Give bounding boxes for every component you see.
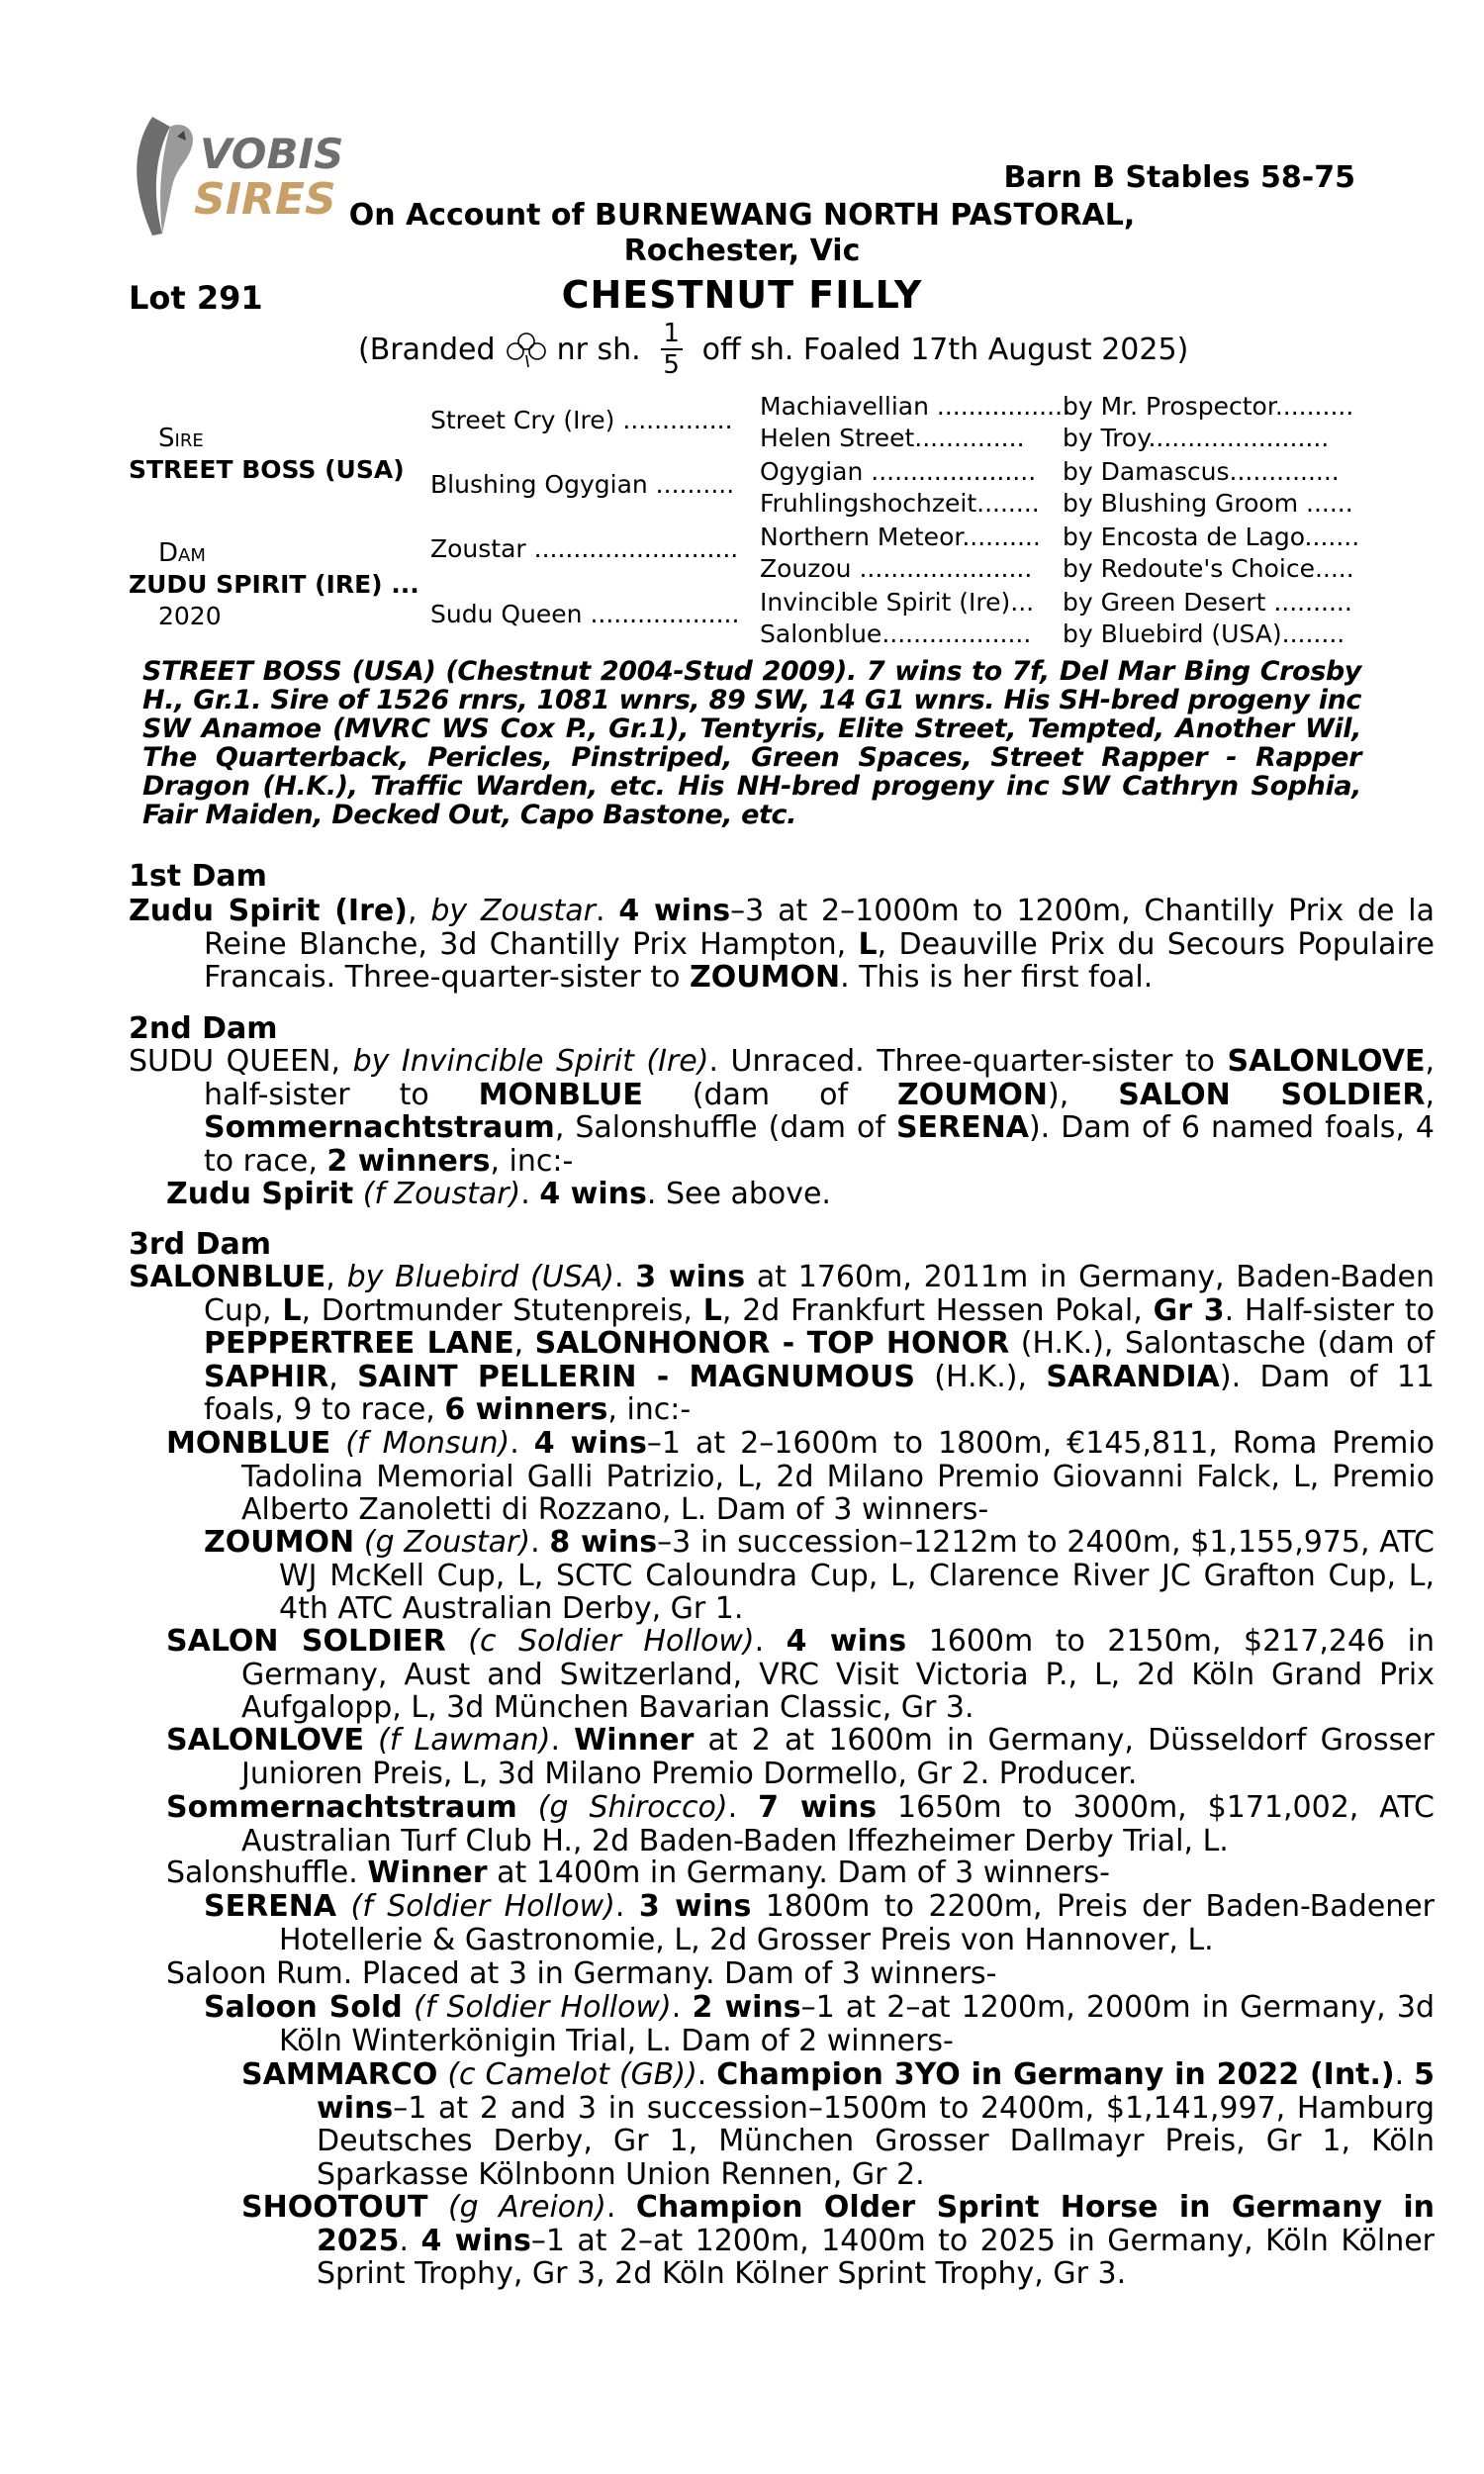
dam-year: 2020 [158, 602, 222, 630]
progeny-salonlove: SALONLOVE (f Lawman). Winner at 2 at 1600m in Germany, Düsseldorf Grosser Junioren Preis, L, 3d Milano Premio Dormello, Gr 2. Producer. [166, 1723, 1436, 1791]
svg-text:VOBIS: VOBIS [200, 130, 344, 178]
pedigree-gen2: Sudu Queen ................... [430, 600, 740, 628]
progeny-saloon-rum: Saloon Rum. Placed at 3 in Germany. Dam of 3 winners- [166, 1956, 997, 1991]
progeny-sommernachtstraum: Sommernachtstraum (g Shirocco). 7 wins 1650m to 3000m, $171,002, ATC Australian Turf Club H., 2d Baden-Baden Iffezheimer Derby Trial, L. [166, 1790, 1435, 1858]
sire-label: Sire [158, 424, 204, 453]
pedigree-gen3: Machiavellian ................. [760, 392, 1070, 421]
pedigree-gen3-sire: by Damascus.............. [1063, 457, 1340, 486]
dam-label: Dam [158, 538, 206, 568]
third-dam-heading: 3rd Dam [129, 1227, 271, 1262]
lot-title: CHESTNUT FILLY [561, 273, 923, 317]
pedigree-gen3-sire: by Bluebird (USA)........ [1063, 619, 1345, 648]
progeny-zoumon: ZOUMON (g Zoustar). 8 wins–3 in succession–1212m to 2400m, $1,155,975, ATC WJ McKell Cup, L, SCTC Caloundra Cup, L, Clarence River JC Grafton Cup, L, 4th ATC Australian Derby, Gr 1. [204, 1525, 1436, 1626]
second-dam-progeny: Zudu Spirit (f Zoustar). 4 wins. See above. [166, 1177, 831, 1211]
progeny-monblue: MONBLUE (f Monsun). 4 wins–1 at 2–1600m to 1800m, €145,811, Roma Premio Tadolina Memorial Galli Patrizio, L, 2d Milano Premio Giovanni Falck, L, Premio Alberto Zanoletti di Rozzano, L. Dam of 3 winners- [166, 1426, 1435, 1527]
pedigree-gen2: Blushing Ogygian .......... [430, 470, 735, 499]
progeny-sammarco: SAMMARCO (c Camelot (GB)). Champion 3YO in Germany in 2022 (Int.). 5 wins–1 at 2 and 3 in succession–1500m to 2400m, $1,141,997, Hamburg Deutsches Derby, Gr 1, München Grosser Dallmayr Preis, Gr 1, Köln Sparkasse Kölnbonn Union Rennen, Gr 2. [241, 2057, 1435, 2192]
barn-location: Barn B Stables 58-75 [1003, 160, 1355, 195]
second-dam-paragraph: SUDU QUEEN, by Invincible Spirit (Ire). Unraced. Three-quarter-sister to SALONLOVE, half-sister to MONBLUE (dam of ZOUMON), SALON SOLDIER, Sommernachtstraum, Salonshuffle (dam of SERENA). Dam of 6 named foals, 4 to race, 2 winners, inc:- [129, 1044, 1435, 1179]
pedigree-gen3-sire: by Blushing Groom ...... [1063, 489, 1353, 518]
pedigree-gen3-sire: by Mr. Prospector.......... [1063, 392, 1354, 421]
first-dam-paragraph: Zudu Spirit (Ire), by Zoustar. 4 wins–3 at 2–1000m to 1200m, Chantilly Prix de la Reine Blanche, 3d Chantilly Prix Hampton, L, Deauville Prix du Secours Populaire Francais. Three-quarter-sister to ZOUMON. This is her first foal. [129, 894, 1436, 995]
pedigree-gen3: Helen Street.............. [760, 424, 1025, 452]
progeny-serena: SERENA (f Soldier Hollow). 3 wins 1800m to 2200m, Preis der Baden-Badener Hotellerie & Gastronomie, L, 2d Grosser Preis von Hannover, L. [204, 1889, 1435, 1957]
vendor-line: On Account of BURNEWANG NORTH PASTORAL, [348, 198, 1136, 233]
third-dam-paragraph: SALONBLUE, by Bluebird (USA). 3 wins at 1760m, 2011m in Germany, Baden-Baden Cup, L, Dortmunder Stutenpreis, L, 2d Frankfurt Hessen Pokal, Gr 3. Half-sister to PEPPERTREE LANE, SALONHONOR - TOP HONOR (H.K.), Salontasche (dam of SAPHIR, SAINT PELLERIN - MAGNUMOUS (H.K.), SARANDIA). Dam of 11 foals, 9 to race, 6 winners, inc:- [129, 1260, 1436, 1427]
vendor-location: Rochester, Vic [623, 234, 861, 268]
clover-brand-icon [502, 330, 551, 369]
progeny-salon-soldier: SALON SOLDIER (c Soldier Hollow). 4 wins 1600m to 2150m, $217,246 in Germany, Aust and Switzerland, VRC Visit Victoria P., L, 2d Köln Grand Prix Aufgalopp, L, 3d München Bavarian Classic, Gr 3. [166, 1624, 1435, 1725]
pedigree-gen3: Ogygian ..................... [760, 457, 1037, 486]
dam-name: ZUDU SPIRIT (IRE) ... [129, 570, 419, 599]
svg-text:SIRES: SIRES [194, 174, 336, 225]
pedigree-gen3-sire: by Troy....................... [1063, 424, 1330, 452]
pedigree-gen3-sire: by Redoute's Choice..... [1063, 554, 1354, 583]
lot-number: Lot 291 [129, 279, 263, 317]
second-dam-heading: 2nd Dam [129, 1011, 278, 1046]
brand-line: (Branded nr sh. $\frac{1}{5}$ off sh. Foaled 17th August 2025) [358, 319, 1189, 380]
sire-summary: STREET BOSS (USA) (Chestnut 2004-Stud 2009). 7 wins to 7f, Del Mar Bing Crosby H., Gr.1. Sire of 1526 rnrs, 1081 wnrs, 89 SW, 14 G1 wnrs. His SH-bred progeny inc SW Anamoe (MVRC WS Cox P., Gr.1), Tentyris, Elite Street, Tempted, Another Wil, The Quarterback, Pericles, Pinstriped, Green Spaces, Street Rapper - Rapper Dragon (H.K.), Traffic Warden, etc. His NH-bred progeny inc SW Cathryn Sophia, Fair Maiden, Decked Out, Capo Bastone, etc. [142, 656, 1361, 830]
pedigree-gen2: Street Cry (Ire) .............. [430, 406, 733, 434]
pedigree-gen3: Invincible Spirit (Ire)... [760, 588, 1035, 617]
progeny-saloon-sold: Saloon Sold (f Soldier Hollow). 2 wins–1 at 2–at 1200m, 2000m in Germany, 3d Köln Winterkönigin Trial, L. Dam of 2 winners- [204, 1990, 1436, 2058]
pedigree-gen2: Zoustar .......................... [430, 534, 739, 563]
brand-fraction: $\frac{1}{5}$ [661, 319, 683, 380]
progeny-salonshuffle: Salonshuffle. Winner at 1400m in Germany. Dam of 3 winners- [166, 1856, 1110, 1890]
progeny-shootout: SHOOTOUT (g Areion). Champion Older Sprint Horse in Germany in 2025. 4 wins–1 at 2–at 1200m, 1400m to 2025 in Germany, Köln Kölner Sprint Trophy, Gr 3, 2d Köln Kölner Sprint Trophy, Gr 3. [241, 2190, 1436, 2291]
pedigree-gen3: Fruhlingshochzeit........ [760, 489, 1040, 518]
pedigree-gen3: Zouzou ...................... [760, 554, 1033, 583]
pedigree-gen3-sire: by Green Desert .......... [1063, 588, 1352, 617]
pedigree-gen3-sire: by Encosta de Lago....... [1063, 523, 1360, 551]
pedigree-gen3: Salonblue................... [760, 619, 1032, 648]
first-dam-heading: 1st Dam [129, 859, 267, 894]
sire-name: STREET BOSS (USA) [129, 455, 405, 484]
pedigree-gen3: Northern Meteor.......... [760, 523, 1041, 551]
